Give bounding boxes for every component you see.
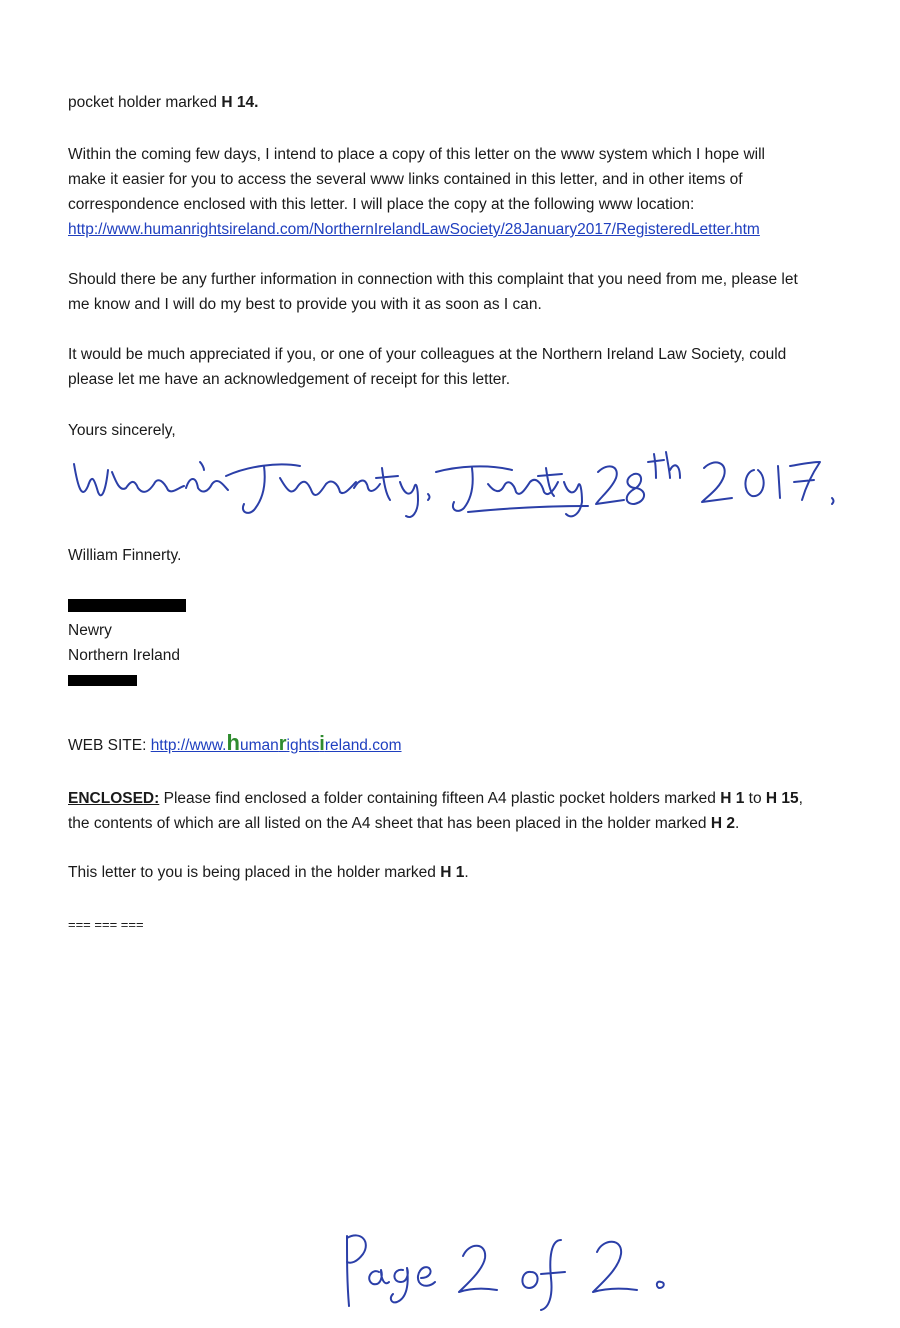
handwritten-signature <box>68 448 848 528</box>
enclosed-line-1: ENCLOSED: Please find enclosed a folder containing fifteen A4 plastic pocket holders marked H 1 to H 15, <box>68 790 803 807</box>
website-link[interactable]: http://www.humanrightsireland.com <box>150 730 402 755</box>
web-copy-line-3: correspondence enclosed with this letter. I will place the copy at the following www location: <box>68 196 695 213</box>
web-copy-line-2: make it easier for you to access the several www links contained in this letter, and in other items of <box>68 171 743 188</box>
enclosed-paragraph <box>68 786 868 836</box>
continuation-line <box>68 90 868 115</box>
website-line <box>68 730 868 758</box>
acknowledgement-line-2: please let me have an acknowledgement of receipt for this letter. <box>68 371 510 388</box>
redacted-postcode <box>68 675 137 686</box>
acknowledgement-paragraph <box>68 342 868 392</box>
further-info-paragraph <box>68 267 868 317</box>
address-town: Newry <box>68 622 112 639</box>
enclosed-label: ENCLOSED: <box>68 790 160 807</box>
web-copy-line-1: Within the coming few days, I intend to place a copy of this letter on the www system which I hope will <box>68 146 765 163</box>
website-label: WEB SITE: <box>68 737 151 754</box>
address-region: Northern Ireland <box>68 647 181 664</box>
closing: Yours sincerely, <box>68 422 176 439</box>
web-copy-paragraph <box>68 142 868 242</box>
continuation-text: pocket holder marked <box>68 94 222 111</box>
acknowledgement-line-1: It would be much appreciated if you, or one of your colleagues at the Northern Ireland Law Society, could <box>68 346 787 363</box>
further-info-line-2: me know and I will do my best to provide you with it as soon as I can. <box>68 296 542 313</box>
end-separator: === === === <box>68 917 144 932</box>
handwritten-page-number <box>335 1222 675 1312</box>
holder-note: This letter to you is being placed in the holder marked H 1. <box>68 864 469 881</box>
signatory-name: William Finnerty. <box>68 547 182 564</box>
redacted-address-line <box>68 599 186 612</box>
holder-ref-h1: H 1 <box>440 864 465 881</box>
further-info-line-1: Should there be any further information in connection with this complaint that you need from me, please let <box>68 271 798 288</box>
holder-ref-h14: H 14. <box>221 94 259 111</box>
enclosed-line-2: the contents of which are all listed on the A4 sheet that has been placed in the holder marked H 2. <box>68 815 740 832</box>
letter-url-link[interactable]: http://www.humanrightsireland.com/NorthernIrelandLawSociety/28January2017/RegisteredLetter.htm <box>68 221 760 238</box>
